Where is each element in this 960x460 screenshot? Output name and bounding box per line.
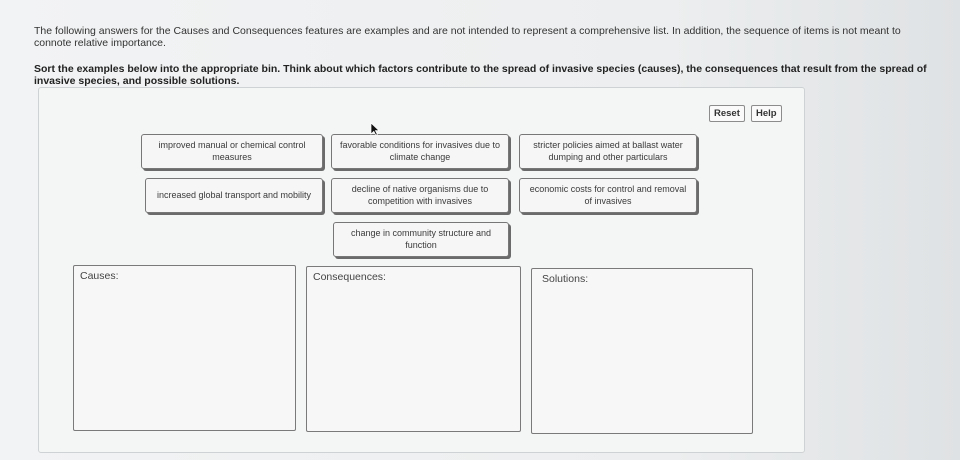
draggable-item[interactable]: increased global transport and mobility bbox=[145, 178, 323, 213]
draggable-item[interactable]: improved manual or chemical control measures bbox=[141, 134, 323, 169]
draggable-item[interactable]: decline of native organisms due to competition with invasives bbox=[331, 178, 509, 213]
intro-text: The following answers for the Causes and Consequences features are examples and are not intended to represent a comprehensive list. In addition, the sequence of items is not meant to connote relative importance. bbox=[34, 24, 901, 49]
causes-bin[interactable] bbox=[73, 265, 296, 431]
consequences-bin-label: Consequences: bbox=[313, 271, 386, 283]
solutions-bin[interactable] bbox=[531, 268, 753, 434]
draggable-item[interactable]: favorable conditions for invasives due to climate change bbox=[331, 134, 509, 169]
causes-bin-label: Causes: bbox=[80, 270, 119, 282]
draggable-item[interactable]: economic costs for control and removal of invasives bbox=[519, 178, 697, 213]
draggable-item[interactable]: stricter policies aimed at ballast water dumping and other particulars bbox=[519, 134, 697, 169]
mouse-pointer-icon bbox=[370, 122, 380, 136]
sorting-panel bbox=[38, 87, 805, 453]
reset-button[interactable]: Reset bbox=[709, 105, 745, 122]
help-button[interactable]: Help bbox=[751, 105, 782, 122]
instruction-text: Sort the examples below into the appropriate bin. Think about which factors contribute to the spread of invasive species (causes), the consequences that result from the spread of invasive species, and possible solutions. bbox=[34, 62, 927, 87]
solutions-bin-label: Solutions: bbox=[542, 273, 589, 285]
consequences-bin[interactable] bbox=[306, 266, 521, 432]
draggable-item[interactable]: change in community structure and function bbox=[333, 222, 509, 257]
